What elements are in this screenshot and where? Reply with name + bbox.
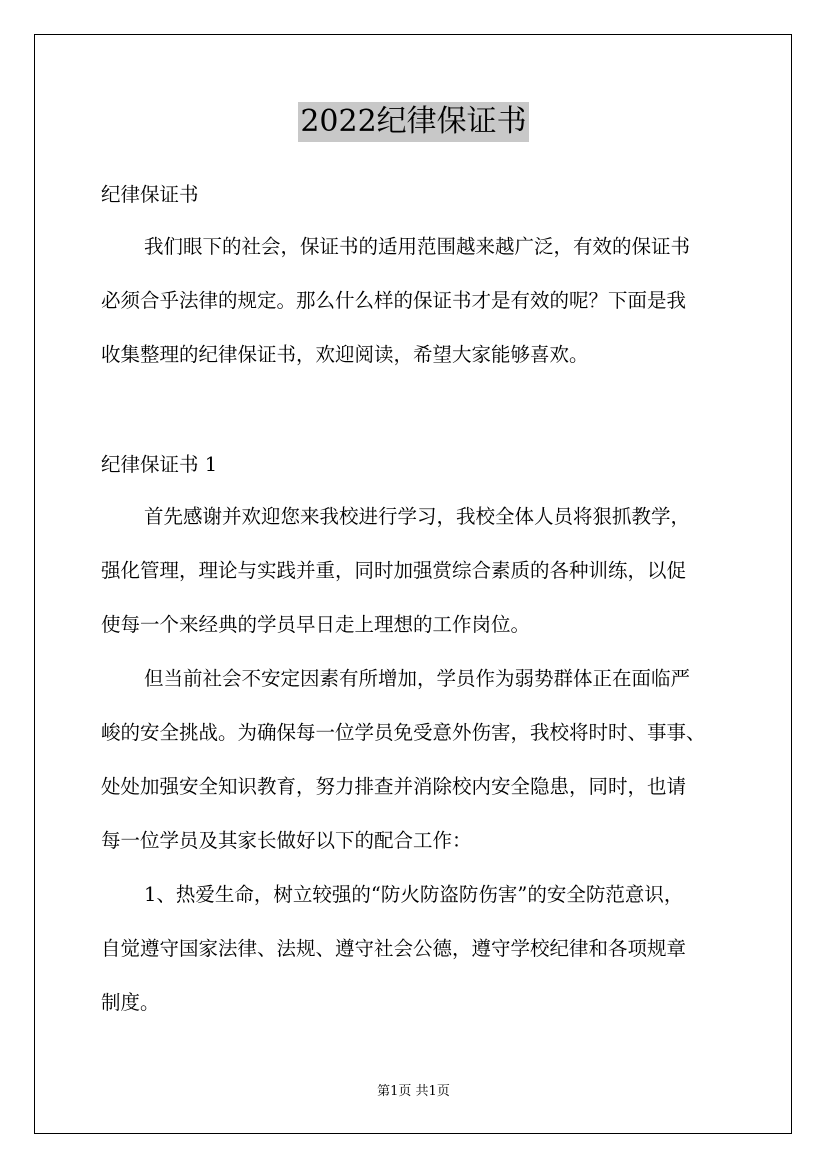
paragraph-3 — [101, 868, 731, 1030]
section-heading-1: 纪律保证书 1 — [101, 453, 218, 476]
paragraph-line: 1、热爱生命，树立较强的“防火防盗防伤害”的安全防范意识， — [144, 883, 684, 906]
paragraph-line: 峻的安全挑战。为确保每一位学员免受意外伤害，我校将时时、事事、 — [101, 721, 706, 744]
paragraph-1 — [101, 490, 731, 652]
paragraph-line: 收集整理的纪律保证书，欢迎阅读，希望大家能够喜欢。 — [101, 343, 589, 366]
paragraph-line: 必须合乎法律的规定。那么什么样的保证书才是有效的呢？下面是我 — [101, 289, 687, 312]
paragraph-line: 但当前社会不安定因素有所增加，学员作为弱势群体正在面临严 — [144, 667, 691, 690]
intro-paragraph — [101, 220, 731, 382]
paragraph-line: 首先感谢并欢迎您来我校进行学习，我校全体人员将狠抓教学， — [144, 505, 691, 528]
title-container — [0, 102, 827, 142]
paragraph-2 — [101, 652, 731, 868]
paragraph-line: 我们眼下的社会，保证书的适用范围越来越广泛，有效的保证书 — [144, 235, 691, 258]
document-title: 2022纪律保证书 — [298, 102, 528, 142]
paragraph-line: 自觉遵守国家法律、法规、遵守社会公德，遵守学校纪律和各项规章 — [101, 937, 687, 960]
paragraph-line: 强化管理，理论与实践并重，同时加强赏综合素质的各种训练，以促 — [101, 559, 687, 582]
paragraph-line: 使每一个来经典的学员早日走上理想的工作岗位。 — [101, 613, 531, 636]
intro-heading: 纪律保证书 — [101, 183, 199, 206]
paragraph-line: 处处加强安全知识教育，努力排查并消除校内安全隐患，同时，也请 — [101, 775, 687, 798]
paragraph-line: 制度。 — [101, 991, 160, 1014]
page-number-footer: 第1页 共1页 — [377, 1084, 450, 1099]
paragraph-line: 每一位学员及其家长做好以下的配合工作： — [101, 829, 472, 852]
